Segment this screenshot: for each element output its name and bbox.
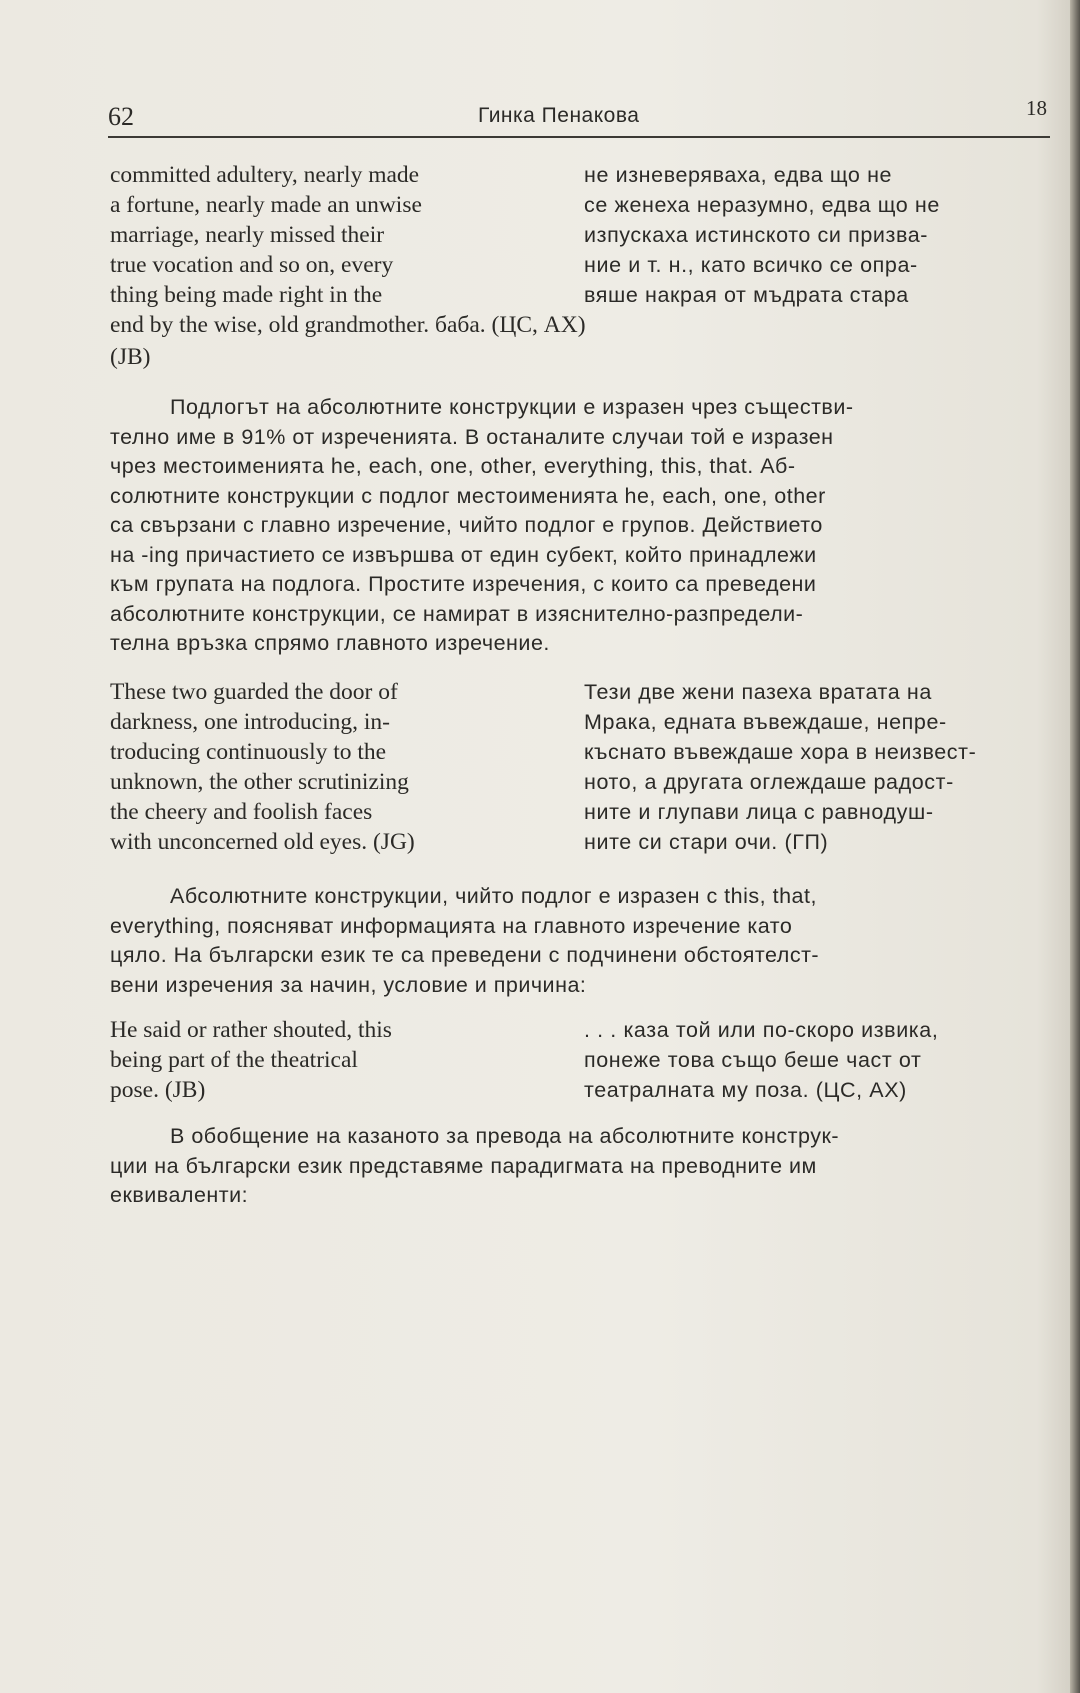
running-header [108, 96, 1050, 136]
example-2 [110, 677, 1050, 862]
example-1 [110, 160, 1050, 380]
example-1-english [110, 160, 572, 310]
page-number: 62 [108, 102, 134, 131]
paragraph-line: Абсолютните конструкции, чийто подлог е изразен с this, that, [170, 884, 817, 908]
paragraph-line: еквиваленти: [110, 1183, 249, 1207]
shared-line: end by the wise, old grandmother. баба. (ЦС, АХ) [110, 312, 586, 338]
english-line: a fortune, nearly made an unwise [110, 192, 422, 218]
bulgarian-line: вяше накрая от мъдрата стара [584, 283, 909, 307]
bulgarian-line: не изневеряваха, едва що не [584, 163, 893, 187]
paragraph-2 [110, 882, 1050, 1000]
paragraph-line: телно име в 91% от изреченията. В останалите случаи той е изразен [110, 424, 834, 449]
example-1-source: (JB) [110, 344, 151, 370]
bulgarian-line: . . . каза той или по-скоро извика, [584, 1018, 939, 1042]
paragraph-line: към групата на подлога. Простите изречения, с които са преведени [110, 572, 817, 596]
running-head-author: Гинка Пенакова [478, 104, 640, 127]
paragraph-1 [110, 393, 1050, 659]
bulgarian-line: театралната му поза. (ЦС, АХ) [584, 1078, 907, 1102]
example-3-bulgarian [584, 1015, 1050, 1105]
english-line: He said or rather shouted, this [110, 1017, 392, 1043]
english-line: thing being made right in the [110, 282, 383, 308]
paragraph-line: вени изречения за начин, условие и причина: [110, 972, 587, 997]
bulgarian-line: ното, а другата оглеждаше радост- [584, 770, 954, 794]
bulgarian-line: Мрака, едната въвеждаше, непре- [584, 710, 947, 734]
english-line: unknown, the other scrutinizing [110, 769, 409, 795]
paragraph-line: чрез местоименията he, each, one, other, everything, this, that. Аб- [110, 454, 796, 478]
paragraph-line: телна връзка спрямо главното изречение. [110, 631, 550, 655]
folio-number: 18 [1026, 96, 1047, 120]
english-line: troducing continuously to the [110, 739, 387, 765]
bulgarian-line: се женеха неразумно, едва що не [584, 193, 940, 217]
english-line: the cheery and foolish faces [110, 799, 373, 825]
example-3 [110, 1015, 1050, 1110]
bulgarian-line: ние и т. н., като всичко се опра- [584, 253, 918, 277]
english-line: marriage, nearly missed their [110, 222, 385, 248]
english-line: pose. (JB) [110, 1077, 206, 1103]
header-rule [108, 136, 1050, 138]
english-line: true vocation and so on, every [110, 252, 394, 278]
english-line: committed adultery, nearly made [110, 162, 420, 188]
paragraph-line: са свързани с главно изречение, чийто подлог е групов. Действието [110, 513, 823, 537]
paragraph-3 [110, 1122, 1050, 1211]
bulgarian-line: къснато въвеждаше хора в неизвест- [584, 740, 977, 764]
english-line: darkness, one introducing, in- [110, 709, 390, 735]
english-line: These two guarded the door of [110, 679, 398, 705]
paragraph-line: ции на български език представяме парадигмата на преводните им [110, 1153, 817, 1178]
english-line: being part of the theatrical [110, 1047, 358, 1073]
paragraph-line: на -ing причастието се извършва от един субект, който принадлежи [110, 542, 817, 567]
paragraph-line: Подлогът на абсолютните конструкции е изразен чрез съществи- [170, 395, 854, 419]
bulgarian-line: понеже това също беше част от [584, 1048, 922, 1072]
example-3-english [110, 1015, 572, 1105]
english-line: with unconcerned old eyes. (JG) [110, 829, 415, 855]
paragraph-line: В обобщение на казаното за превода на абсолютните конструк- [170, 1124, 840, 1148]
page-edge [1070, 0, 1080, 1693]
example-2-english [110, 677, 572, 857]
paragraph-line: абсолютните конструкции, се намират в изяснително-разпредели- [110, 601, 804, 626]
bulgarian-line: изпускаха истинското си призва- [584, 223, 929, 247]
paragraph-line: солютните конструкции с подлог местоименията he, each, one, other [110, 483, 826, 508]
bulgarian-line: ните си стари очи. (ГП) [584, 830, 829, 854]
paragraph-line: everything, поясняват информацията на главното изречение като [110, 913, 793, 938]
example-2-bulgarian [584, 677, 1050, 857]
bulgarian-line: ните и глупави лица с равнодуш- [584, 800, 934, 824]
paragraph-line: цяло. На български език те са преведени с подчинени обстоятелст- [110, 943, 820, 967]
bulgarian-line: Тези две жени пазеха вратата на [584, 680, 932, 704]
example-1-bulgarian [584, 160, 1050, 310]
